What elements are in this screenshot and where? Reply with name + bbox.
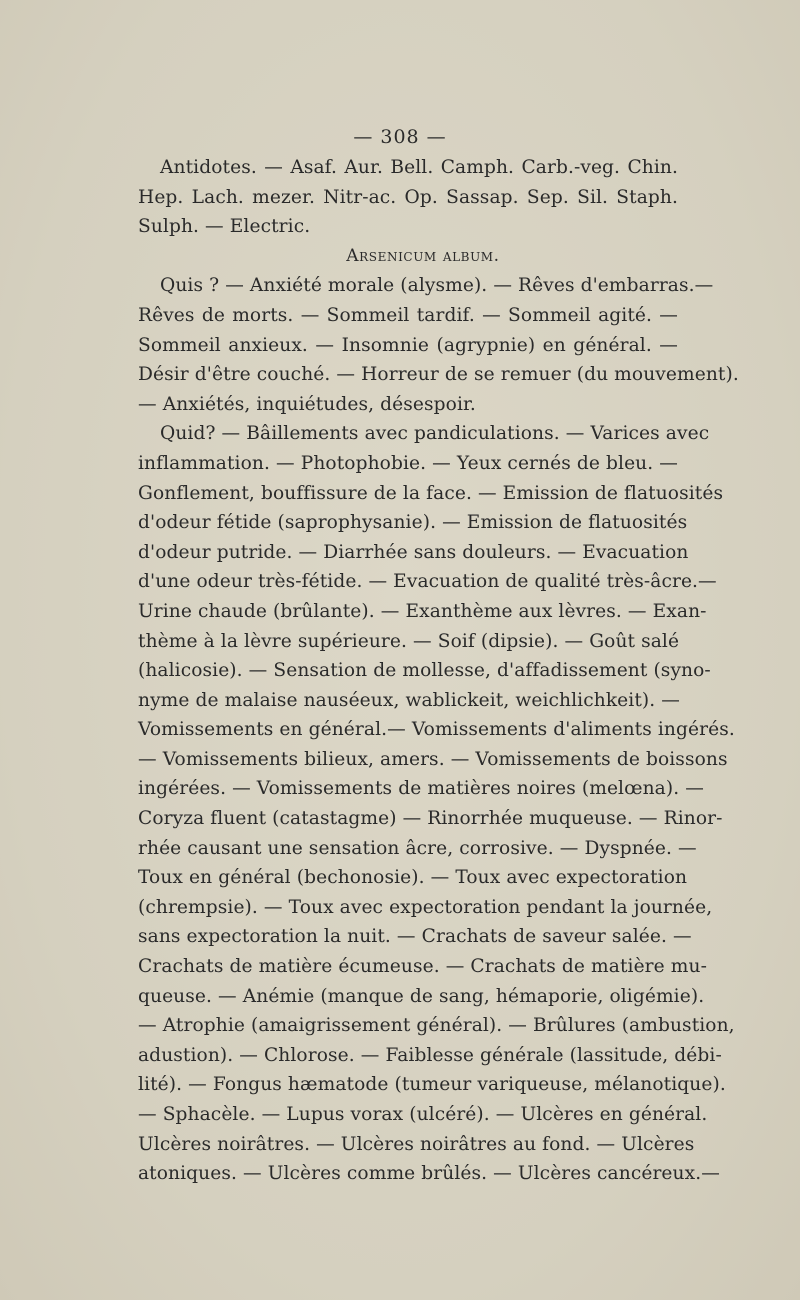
text-line: ingérées. — Vomissements de matières noires (melœna). —	[138, 778, 704, 800]
page-number: — 308 —	[353, 126, 447, 148]
text-line: Quid? — Bâillements avec pandiculations. — Varices avec	[160, 423, 710, 445]
text-line: Rêves de morts. — Sommeil tardif. — Sommeil agité. —	[138, 304, 678, 326]
text-line: Quis ? — Anxiété morale (alysme). — Rêves d'embarras.—	[160, 275, 714, 297]
text-line: inflammation. — Photophobie. — Yeux cernés de bleu. —	[138, 452, 678, 474]
text-line: sans expectoration la nuit. — Crachats de saveur salée. —	[138, 926, 692, 948]
text-line: Antidotes. — Asaf. Aur. Bell. Camph. Carb.-veg. Chin.	[160, 157, 678, 178]
text-block	[138, 153, 739, 1189]
text-line: rhée causant une sensation âcre, corrosive. — Dyspnée. —	[138, 837, 697, 859]
text-line: (chrempsie). — Toux avec expectoration pendant la journée,	[138, 896, 713, 918]
text-line: — Vomissements bilieux, amers. — Vomissements de boissons	[138, 748, 728, 770]
text-line: Crachats de matière écumeuse. — Crachats de matière mu-	[138, 956, 707, 978]
text-line: nyme de malaise nauséeux, wablickeit, weichlichkeit). —	[138, 689, 680, 711]
text-line: Urine chaude (brûlante). — Exanthème aux lèvres. — Exan-	[138, 600, 707, 622]
text-line: Sommeil anxieux. — Insomnie (agrypnie) en général. —	[138, 334, 678, 356]
text-line: Toux en général (bechonosie). — Toux avec expectoration	[138, 867, 688, 889]
text-line: Coryza fluent (catastagme) — Rinorrhée muqueuse. — Rinor-	[138, 808, 723, 830]
text-line: Désir d'être couché. — Horreur de se remuer (du mouvement).	[138, 364, 739, 386]
text-line: Hep. Lach. mezer. Nitr-ac. Op. Sassap. Sep. Sil. Staph.	[138, 186, 678, 208]
text-line: atoniques. — Ulcères comme brûlés. — Ulcères cancéreux.—	[138, 1163, 720, 1185]
text-line: Sulph. — Electric.	[138, 216, 311, 238]
text-line: Vomissements en général.— Vomissements d'aliments ingérés.	[138, 719, 735, 741]
text-line: d'odeur fétide (saprophysanie). — Emission de flatuosités	[138, 512, 688, 534]
text-line: (halicosie). — Sensation de mollesse, d'affadissement (syno-	[138, 660, 711, 682]
section-heading: Arsenicum album.	[346, 245, 500, 266]
text-line: queuse. — Anémie (manque de sang, hémaporie, oligémie).	[138, 985, 705, 1007]
text-line: thème à la lèvre supérieure. — Soif (dipsie). — Goût salé	[138, 630, 680, 652]
text-line: — Atrophie (amaigrissement général). — Brûlures (ambustion,	[138, 1015, 735, 1037]
text-line: adustion). — Chlorose. — Faiblesse générale (lassitude, débi-	[138, 1044, 722, 1066]
text-line: Ulcères noirâtres. — Ulcères noirâtres au fond. — Ulcères	[138, 1133, 695, 1155]
text-line: — Anxiétés, inquiétudes, désespoir.	[138, 393, 476, 415]
text-line: Gonflement, bouffissure de la face. — Emission de flatuosités	[138, 482, 724, 504]
text-line: d'odeur putride. — Diarrhée sans douleurs. — Evacuation	[138, 541, 689, 563]
text-line: — Sphacèle. — Lupus vorax (ulcéré). — Ulcères en général.	[138, 1104, 708, 1125]
text-line: lité). — Fongus hæmatode (tumeur variqueuse, mélanotique).	[138, 1074, 726, 1096]
text-line: d'une odeur très-fétide. — Evacuation de qualité très-âcre.—	[138, 571, 717, 593]
